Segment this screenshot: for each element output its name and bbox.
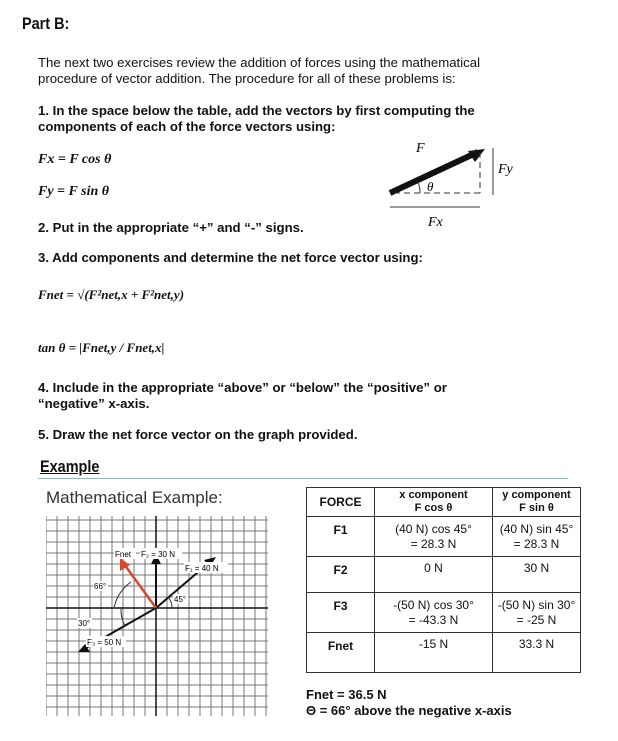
angle-arc	[418, 182, 420, 193]
graph-label-f3: F₃ = 50 N	[87, 638, 122, 647]
equation-fy: Fy = F sin θ	[38, 184, 110, 199]
intro-line-1: The next two exercises review the addition of forces using the mathematical	[38, 55, 481, 70]
row-y-value: 30 N	[493, 557, 581, 593]
graph-label-f1: F₁ = 40 N	[185, 564, 219, 573]
component-diagram	[380, 140, 520, 235]
equation-fnet: Fnet = √(F²net,x + F²net,y)	[38, 287, 185, 302]
step-2: 2. Put in the appropriate “+” and “-” signs.	[38, 220, 304, 235]
row-x-value	[375, 517, 493, 557]
step-3: 3. Add components and determine the net force vector using:	[38, 250, 423, 265]
step-5: 5. Draw the net force vector on the graph provided.	[38, 427, 358, 442]
row-x-line-2: = -43.3 N	[408, 612, 459, 627]
table-row	[307, 633, 581, 673]
graph-angle-66: 66°	[94, 582, 107, 591]
row-y-line-2: = 28.3 N	[513, 536, 560, 551]
header-y-line-2: F sin θ	[519, 502, 554, 514]
row-force-name: Fnet	[307, 633, 375, 673]
step-1-line-2: components of each of the force vectors using:	[38, 119, 336, 134]
result-fnet: Fnet = 36.5 N	[306, 687, 387, 702]
row-x-value	[375, 593, 493, 633]
result-block	[306, 687, 512, 719]
header-force: FORCE	[307, 488, 375, 517]
diagram-label-fx: Fx	[428, 215, 443, 230]
diagram-label-theta: θ	[427, 179, 434, 194]
graph-label-fnet: Fnet	[115, 550, 132, 559]
header-y-line-1: y component	[502, 489, 571, 501]
row-force-name: F3	[307, 593, 375, 633]
row-x-line-2: = 28.3 N	[410, 536, 457, 551]
table-row	[307, 517, 581, 557]
force-components-table	[306, 487, 581, 673]
row-y-line-1: (40 N) sin 45°	[499, 521, 574, 536]
row-y-value	[493, 517, 581, 557]
row-x-value: 0 N	[375, 557, 493, 593]
part-title: Part B:	[22, 14, 70, 33]
row-force-name: F2	[307, 557, 375, 593]
row-y-value: 33.3 N	[493, 633, 581, 673]
equation-tan: tan θ = |Fnet,y / Fnet,x|	[38, 340, 165, 355]
row-y-line-1: -(50 N) sin 30°	[497, 597, 576, 612]
row-y-line-2: = -25 N	[516, 612, 557, 627]
row-x-line-1: -(50 N) cos 30°	[393, 597, 474, 612]
diagram-label-f: F	[416, 141, 425, 156]
result-theta: Θ = 66° above the negative x-axis	[306, 703, 512, 718]
diagram-label-fy: Fy	[498, 162, 513, 177]
row-x-value: -15 N	[375, 633, 493, 673]
math-example-heading: Mathematical Example:	[46, 488, 223, 507]
step-4-line-1: 4. Include in the appropriate “above” or “below” the “positive” or	[38, 380, 447, 395]
force-vector-line	[390, 152, 478, 193]
header-x-line-2: F cos θ	[414, 502, 453, 514]
row-y-value	[493, 593, 581, 633]
step-1-line-1: 1. In the space below the table, add the vectors by first computing the	[38, 103, 475, 118]
step-4	[38, 380, 447, 412]
graph-angle-30: 30°	[78, 619, 91, 628]
header-x-line-1: x component	[399, 489, 468, 501]
intro-paragraph	[38, 55, 558, 87]
graph-angle-45: 45°	[174, 595, 187, 604]
graph-label-f2: F₂ = 30 N	[141, 550, 176, 559]
row-x-line-1: (40 N) cos 45°	[395, 521, 472, 536]
example-title: Example	[40, 457, 100, 476]
step-1	[38, 103, 475, 135]
arc-45	[168, 597, 172, 608]
table-row	[307, 593, 581, 633]
intro-line-2: procedure of vector addition. The procedure for all of these problems is:	[38, 71, 456, 86]
graph-gridlines	[46, 516, 268, 716]
step-4-line-2: “negative” x-axis.	[38, 396, 150, 411]
example-divider	[38, 478, 568, 479]
header-y-component	[493, 488, 581, 517]
equation-fx: Fx = F cos θ	[38, 152, 112, 167]
table-header-row	[307, 488, 581, 517]
vector-graph	[46, 516, 268, 716]
table-row	[307, 557, 581, 593]
header-x-component	[375, 488, 493, 517]
row-force-name: F1	[307, 517, 375, 557]
